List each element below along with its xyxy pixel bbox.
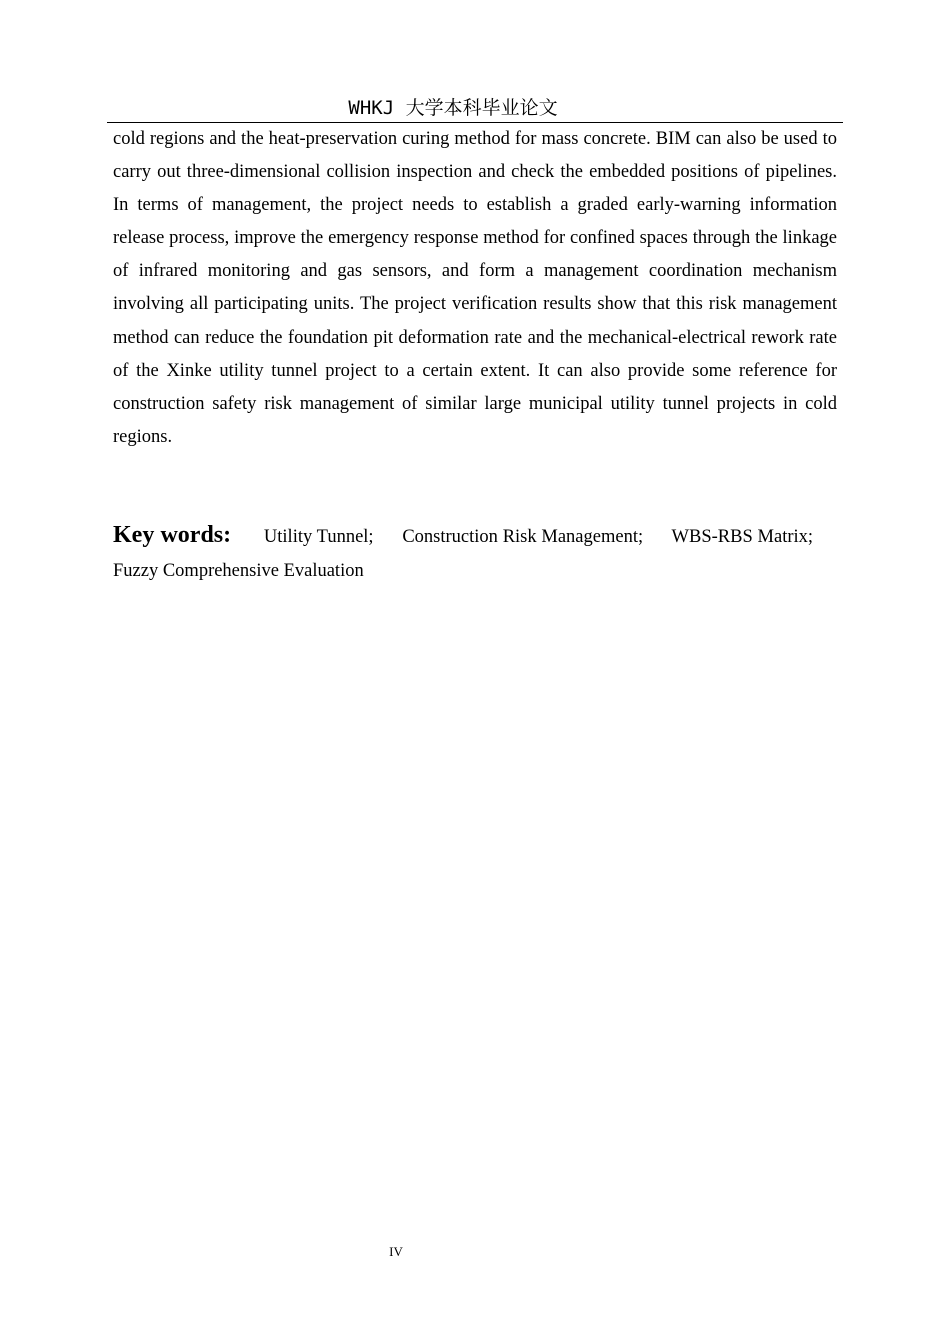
keyword-item: WBS-RBS Matrix; [671,527,814,547]
abstract-paragraph: cold regions and the heat-preservation curing method for mass concrete. BIM can also be used to carry out three-dimensional collision inspection and check the embedded positions of pipelines. In terms of management, the project needs to establish a graded early-warning information release process, improve the emergency response method for confined spaces through the linkage of infrared monitoring and gas sensors, and form a management coordination mechanism involving all participating units. The project verification results show that this risk management method can reduce the foundation pit deformation rate and the mechanical-electrical rework rate of the Xinke utility tunnel project to a certain extent. It can also provide some reference for construction safety risk management of similar large municipal utility tunnel projects in cold regions. [113,129,837,447]
page-number: IV [389,1244,403,1259]
page-header [107,94,843,123]
keyword-item: Fuzzy Comprehensive Evaluation [113,561,364,581]
keywords-heading: Key words: [113,522,232,548]
keyword-item: Utility Tunnel; [263,527,374,547]
header-title: WHKJ 大学本科毕业论文 [348,97,558,119]
keyword-item: Construction Risk Management; [402,527,644,547]
keywords-section [113,518,837,588]
